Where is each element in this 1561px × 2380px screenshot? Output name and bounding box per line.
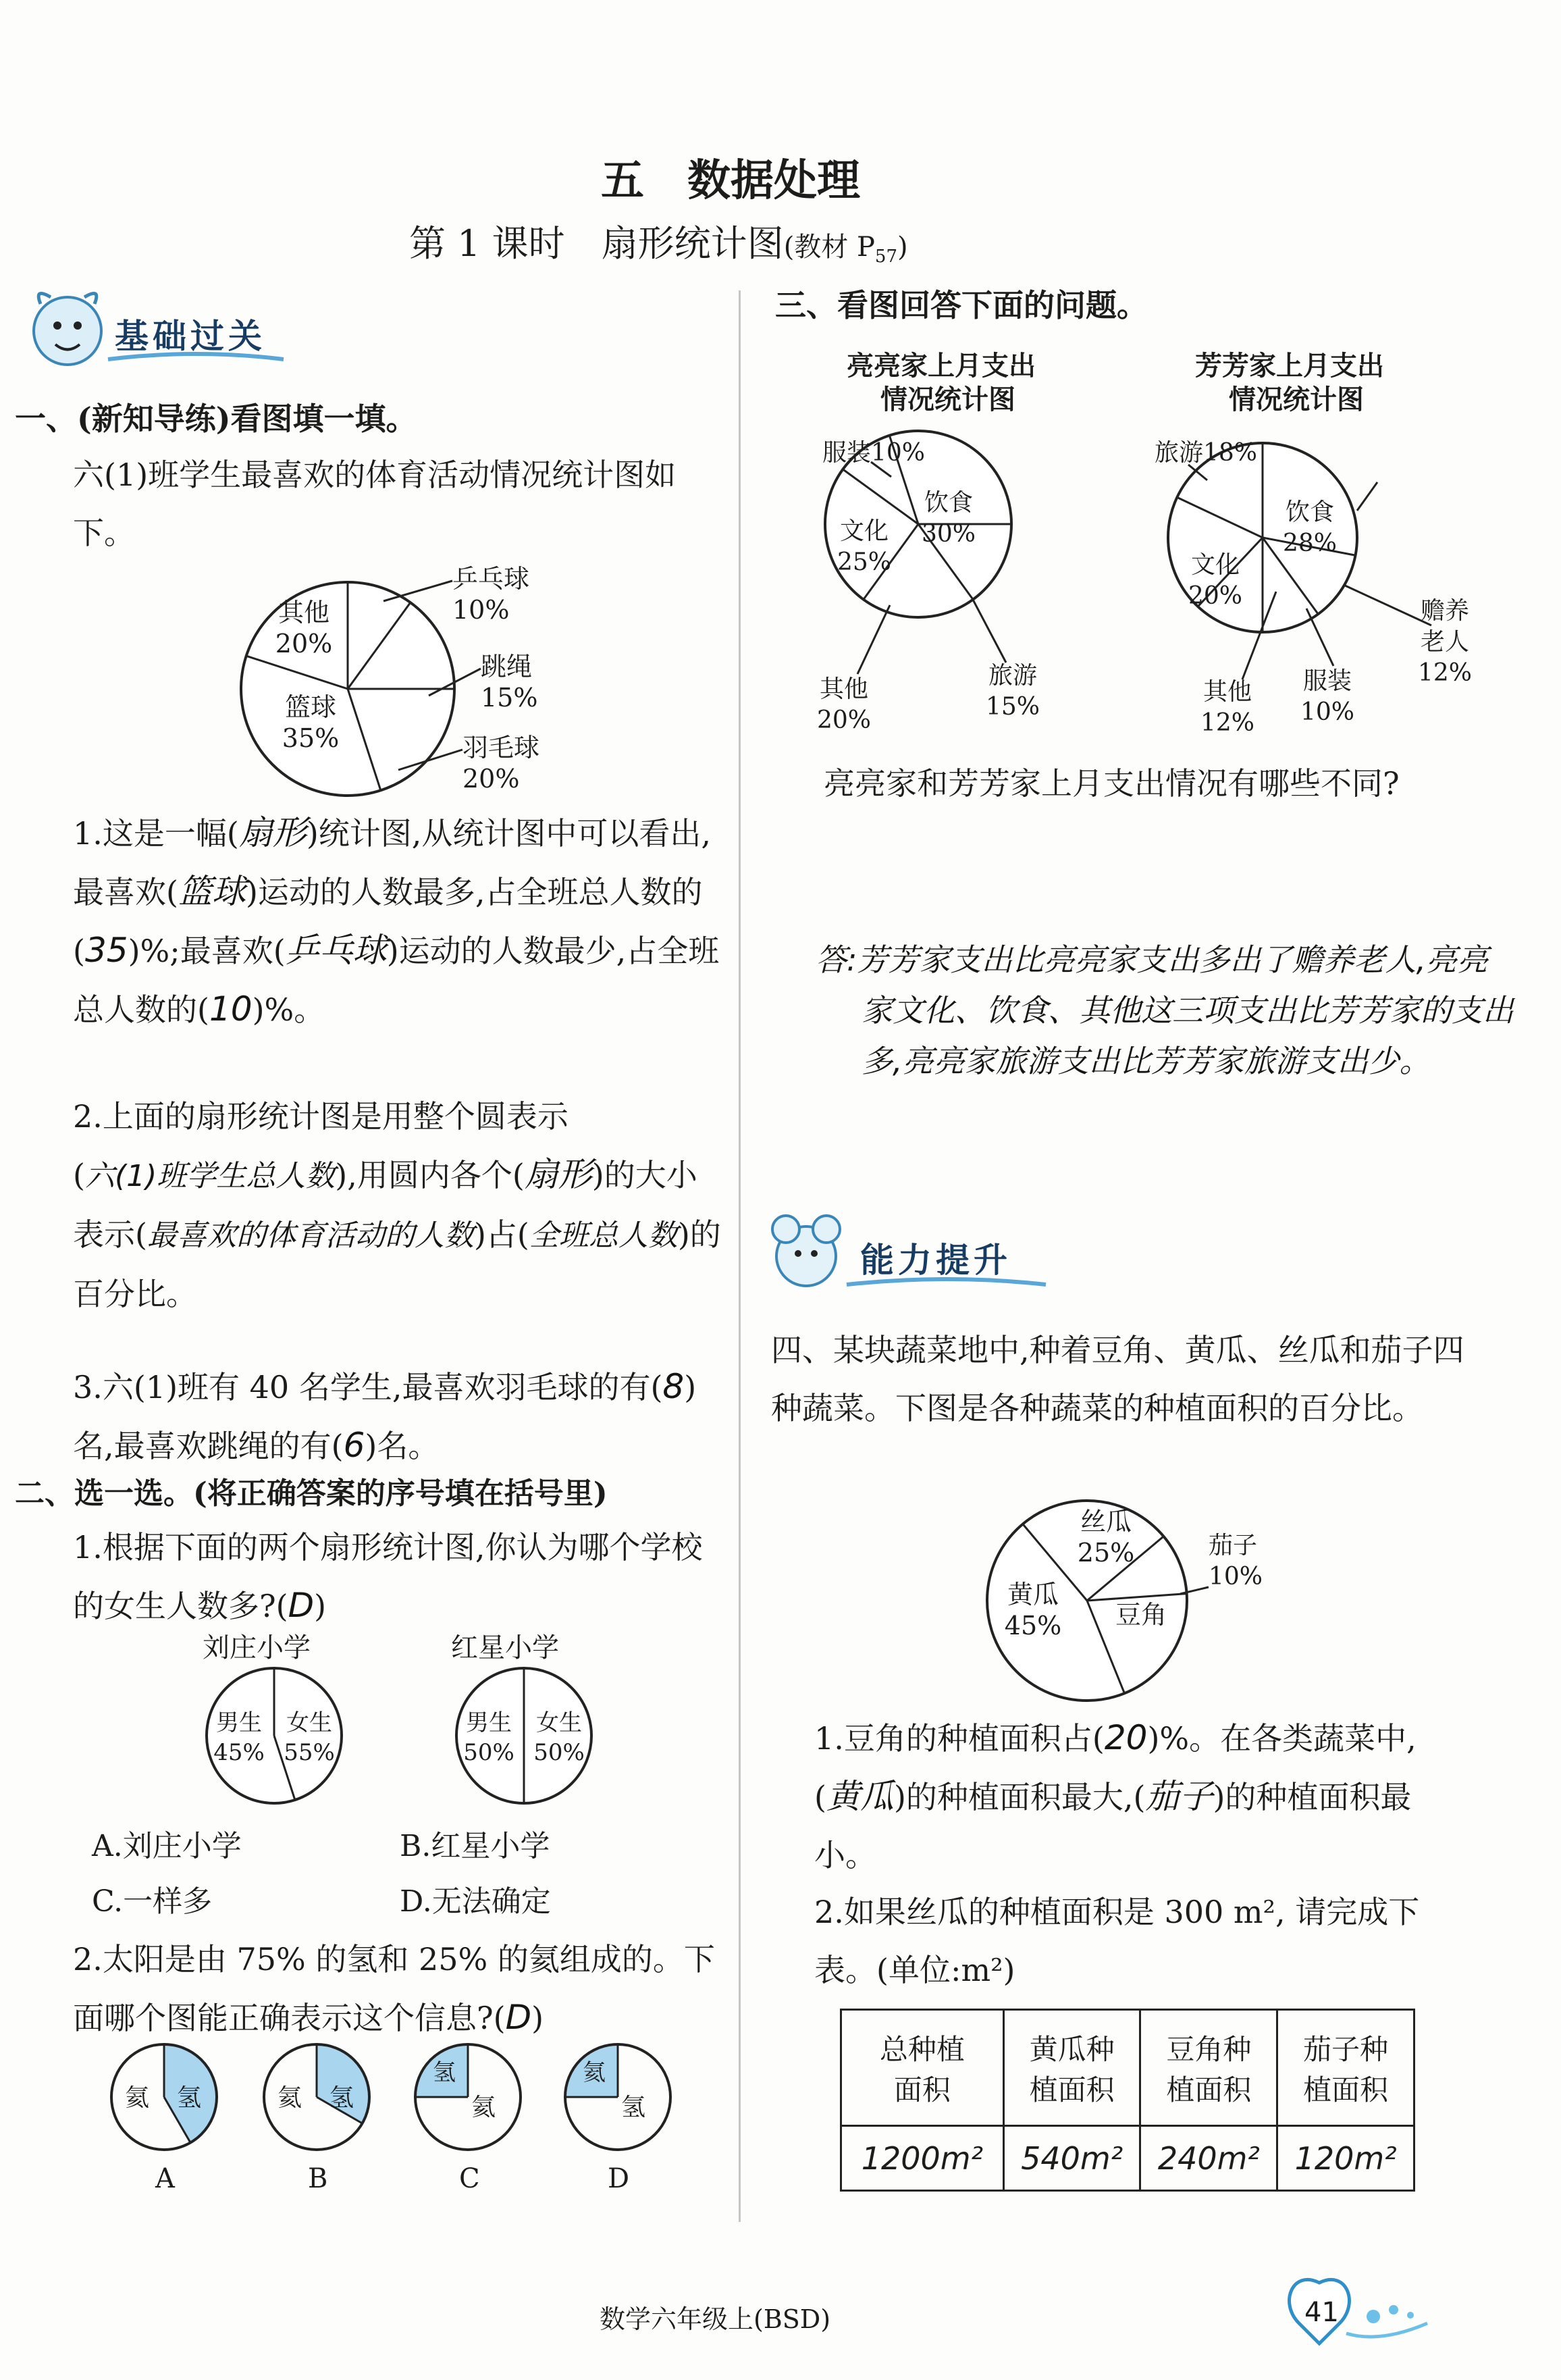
table-header-cell: 总种植 面积 — [841, 2010, 1004, 2126]
leader-line — [383, 581, 452, 601]
fangfang-label-clothing: 服装 — [1302, 667, 1352, 695]
vegetable-label-loofah: 丝瓜 — [1080, 1507, 1132, 1536]
fangfang-label-culture: 文化 — [1190, 551, 1240, 579]
lesson-title-line — [409, 220, 908, 280]
liangliang-label-travel: 旅游 — [988, 662, 1038, 690]
liangliang-label-other: 其他 — [819, 675, 869, 703]
fangfang-label-food-pct: 28% — [1282, 529, 1338, 557]
q1-intro: 六(1)班学生最喜欢的体育活动情况统计图如下。 — [73, 457, 677, 551]
q3-chart1-title1: 亮亮家上月支出 — [847, 350, 1036, 382]
sun-letter-c: C — [459, 2163, 480, 2194]
liuzhuang-label-male: 男生 — [216, 1709, 262, 1736]
fangfang-label-other-pct: 12% — [1200, 709, 1255, 737]
liangliang-label-other-pct: 20% — [817, 706, 872, 734]
option-d[interactable]: D.无法确定 — [400, 1884, 551, 1919]
table-cell-cucumber[interactable]: 540m² — [1003, 2126, 1140, 2191]
q4-answer-c: 茄子 — [1145, 1777, 1213, 1816]
q3-chart2-title2: 情况统计图 — [1229, 384, 1364, 415]
pie-label-lanqiu: 篮球 — [284, 692, 337, 722]
q1-s1: 1.这是一幅(扇形)统计图,从统计图中可以看出,最喜欢(篮球)运动的人数最多,占全班总人数的(35)%;最喜欢(乒乓球)运动的人数最少,占全班总人数的(10)%。 — [73, 813, 720, 1029]
q2-s2: 2.太阳是由 75% 的氢和 25% 的氦组成的。下面哪个图能正确表示这个信息?(D) — [73, 1941, 715, 2037]
q3-answer-line3: 多,亮亮家旅游支出比芳芳家旅游支出少。 — [862, 1043, 1431, 1079]
q4-s2: 2.如果丝瓜的种植面积是 300 m², 请完成下表。(单位:m²) — [814, 1894, 1420, 1988]
leader-line — [857, 605, 890, 674]
lesson-title: 第 1 课时 扇形统计图 — [409, 222, 784, 265]
sun-pie-c[interactable] — [411, 2040, 525, 2154]
liuzhuang-label-female-pct: 55% — [284, 1739, 335, 1766]
answer-a5: 10 — [209, 989, 253, 1029]
vegetable-pie — [986, 1493, 1310, 1709]
answer-a6: 六(1)班学生总人数 — [84, 1159, 336, 1193]
answer-a1: 扇形 — [238, 813, 307, 852]
q4-heading: 四、某块蔬菜地中,种着豆角、黄瓜、丝瓜和茄子四种蔬菜。下图是各种蔬菜的种植面积的百分比。 — [771, 1332, 1464, 1426]
table-header-row — [841, 2010, 1414, 2126]
chart-title-liuzhuang: 刘庄小学 — [203, 1632, 311, 1663]
section-badge-basic — [20, 284, 290, 371]
hongxing-label-male-pct: 50% — [463, 1739, 514, 1766]
chart-title-hongxing: 红星小学 — [451, 1632, 559, 1663]
table-cell-total[interactable]: 1200m² — [841, 2126, 1004, 2191]
liuzhuang-label-female: 女生 — [286, 1709, 332, 1736]
hongxing-label-female-pct: 50% — [533, 1739, 585, 1766]
q3-chart2-title1: 芳芳家上月支出 — [1195, 350, 1384, 382]
sun-b-label-helium: 氦 — [277, 2084, 302, 2112]
answer-a9: 全班总人数 — [529, 1218, 678, 1253]
hongxing-label-male: 男生 — [466, 1709, 512, 1736]
lesson-ref: (教材 $P_{57}$) — [783, 232, 908, 267]
q4-answer-a: 20 — [1104, 1718, 1148, 1757]
liuzhuang-pie — [200, 1661, 348, 1810]
leader-line — [1306, 609, 1333, 666]
sun-letter-b: B — [308, 2163, 328, 2194]
q2-heading: 二、选一选。(将正确答案的序号填在括号里) — [15, 1476, 608, 1511]
fangfang-label-travel: 旅游18% — [1155, 439, 1258, 467]
sun-c-label-helium: 氦 — [471, 2094, 496, 2121]
pie-label-pingpong: 乒乓球 — [452, 564, 530, 594]
option-b[interactable]: B.红星小学 — [400, 1829, 550, 1863]
sun-letter-a: A — [155, 2163, 175, 2194]
liangliang-label-travel-pct: 15% — [985, 693, 1040, 721]
liangliang-label-clothing: 服装10% — [822, 439, 926, 467]
q2-s2-answer: D — [505, 1998, 532, 2037]
option-a[interactable]: A.刘庄小学 — [92, 1829, 242, 1863]
answer-a10: 8 — [662, 1367, 685, 1406]
liangliang-label-culture: 文化 — [839, 517, 889, 545]
vegetable-label-loofah-pct: 25% — [1077, 1538, 1135, 1568]
leader-line — [1344, 585, 1431, 625]
fangfang-label-other: 其他 — [1202, 678, 1252, 706]
q1-heading: 一、(新知导练)看图填一填。 — [15, 400, 417, 437]
liuzhuang-label-male-pct: 45% — [213, 1739, 265, 1766]
page-number: 41 — [1304, 2297, 1339, 2328]
answer-a7: 扇形 — [524, 1155, 592, 1194]
pie-label-pingpong-pct: 10% — [452, 595, 510, 625]
vegetable-label-cucumber: 黄瓜 — [1007, 1580, 1059, 1609]
sun-pie-a[interactable] — [107, 2040, 221, 2154]
q4-s1: 1.豆角的种植面积占(20)%。在各类蔬菜中,(黄瓜)的种植面积最大,(茄子)的种植面积最小。 — [814, 1718, 1417, 1873]
pie-label-yumaoqiu: 羽毛球 — [462, 733, 540, 762]
hongxing-pie — [450, 1661, 598, 1810]
fangfang-label-elder-pct: 12% — [1417, 659, 1472, 687]
vegetable-label-bean: 豆角 — [1115, 1600, 1167, 1630]
table-cell-bean[interactable]: 240m² — [1140, 2126, 1277, 2191]
answer-a11: 6 — [343, 1426, 365, 1465]
answer-a2: 篮球 — [178, 872, 246, 911]
vegetable-label-eggplant-pct: 10% — [1209, 1563, 1263, 1590]
pie-label-tiaosheng-pct: 15% — [481, 683, 538, 713]
footer-text: 数学六年级上(BSD) — [600, 2304, 831, 2334]
unit-title: 五 数据处理 — [601, 155, 860, 206]
q3-heading: 三、看图回答下面的问题。 — [775, 287, 1148, 324]
sun-b-label-hydrogen: 氢 — [329, 2084, 354, 2112]
option-c[interactable]: C.一样多 — [92, 1884, 213, 1919]
q3-chart1-title2: 情况统计图 — [880, 384, 1015, 415]
table-header-cell: 豆角种 植面积 — [1140, 2010, 1277, 2126]
sun-letter-d: D — [608, 2163, 630, 2194]
column-divider — [739, 290, 741, 2222]
table-row — [841, 2126, 1414, 2191]
fangfang-pie — [1148, 430, 1472, 747]
sun-a-label-hydrogen: 氢 — [176, 2084, 202, 2112]
fangfang-label-culture-pct: 20% — [1188, 582, 1243, 610]
table-header-cell: 茄子种 植面积 — [1277, 2010, 1414, 2126]
liangliang-label-food-pct: 30% — [921, 520, 976, 548]
q4-answer-b: 黄瓜 — [826, 1777, 894, 1816]
leader-line — [972, 598, 1006, 663]
q2-s1: 1.根据下面的两个扇形统计图,你认为哪个学校的女生人数多?(D) — [73, 1529, 703, 1625]
q3-answer-line1: 答:芳芳家支出比亮亮家支出多出了赡养老人,亮亮 — [816, 941, 1489, 978]
table-header-cell: 黄瓜种 植面积 — [1003, 2010, 1140, 2126]
q3-answer-line2: 家文化、饮食、其他这三项支出比芳芳家的支出 — [862, 992, 1514, 1029]
sun-pie-b[interactable] — [259, 2040, 374, 2154]
sun-d-label-hydrogen: 氢 — [620, 2094, 646, 2121]
q3-question: 亮亮家和芳芳家上月支出情况有哪些不同? — [824, 765, 1400, 802]
pie-label-other-pct: 20% — [275, 629, 333, 658]
sun-c-label-hydrogen: 氢 — [433, 2059, 456, 2086]
liangliang-label-food: 饮食 — [924, 489, 974, 517]
sun-pie-d[interactable] — [560, 2040, 675, 2154]
answer-a8: 最喜欢的体育活动的人数 — [147, 1218, 474, 1253]
vegetable-label-cucumber-pct: 45% — [1004, 1611, 1062, 1640]
section-title-advance: 能力提升 — [860, 1241, 1011, 1280]
q1-s3: 3.六(1)班有 40 名学生,最喜欢羽毛球的有(8)名,最喜欢跳绳的有(6)名。 — [73, 1367, 697, 1465]
q1-s2: 2.上面的扇形统计图是用整个圆表示(六(1)班学生总人数),用圆内各个(扇形)的大小表示(最喜欢的体育活动的人数)占(全班总人数)的百分比。 — [73, 1098, 721, 1312]
sports-pie-chart — [230, 561, 567, 804]
sun-a-label-helium: 氦 — [124, 2084, 150, 2112]
section-badge-advance — [766, 1209, 1049, 1297]
section-title-basic: 基础过关 — [115, 317, 266, 356]
answer-a4: 乒乓球 — [285, 931, 387, 970]
q2-s1-answer: D — [288, 1586, 315, 1625]
pie-label-other: 其他 — [277, 598, 330, 627]
fangfang-label-elder: 赡养 — [1420, 597, 1470, 625]
liangliang-label-culture-pct: 25% — [837, 548, 892, 576]
table-cell-eggplant[interactable]: 120m² — [1277, 2126, 1414, 2191]
pie-label-lanqiu-pct: 35% — [282, 723, 340, 753]
liangliang-pie — [817, 430, 1128, 747]
leader-line — [1357, 482, 1377, 511]
fangfang-label-elder2: 老人 — [1420, 628, 1470, 656]
pie-label-yumaoqiu-pct: 20% — [462, 764, 520, 794]
answer-a3: 35 — [84, 931, 128, 970]
vegetable-label-eggplant: 茄子 — [1209, 1532, 1258, 1559]
fangfang-label-food: 饮食 — [1285, 498, 1335, 526]
hongxing-label-female: 女生 — [536, 1709, 582, 1736]
pie-label-tiaosheng: 跳绳 — [481, 652, 533, 681]
sun-d-label-helium: 氦 — [583, 2059, 606, 2086]
fangfang-label-clothing-pct: 10% — [1300, 698, 1355, 726]
area-table — [840, 2009, 1415, 2192]
